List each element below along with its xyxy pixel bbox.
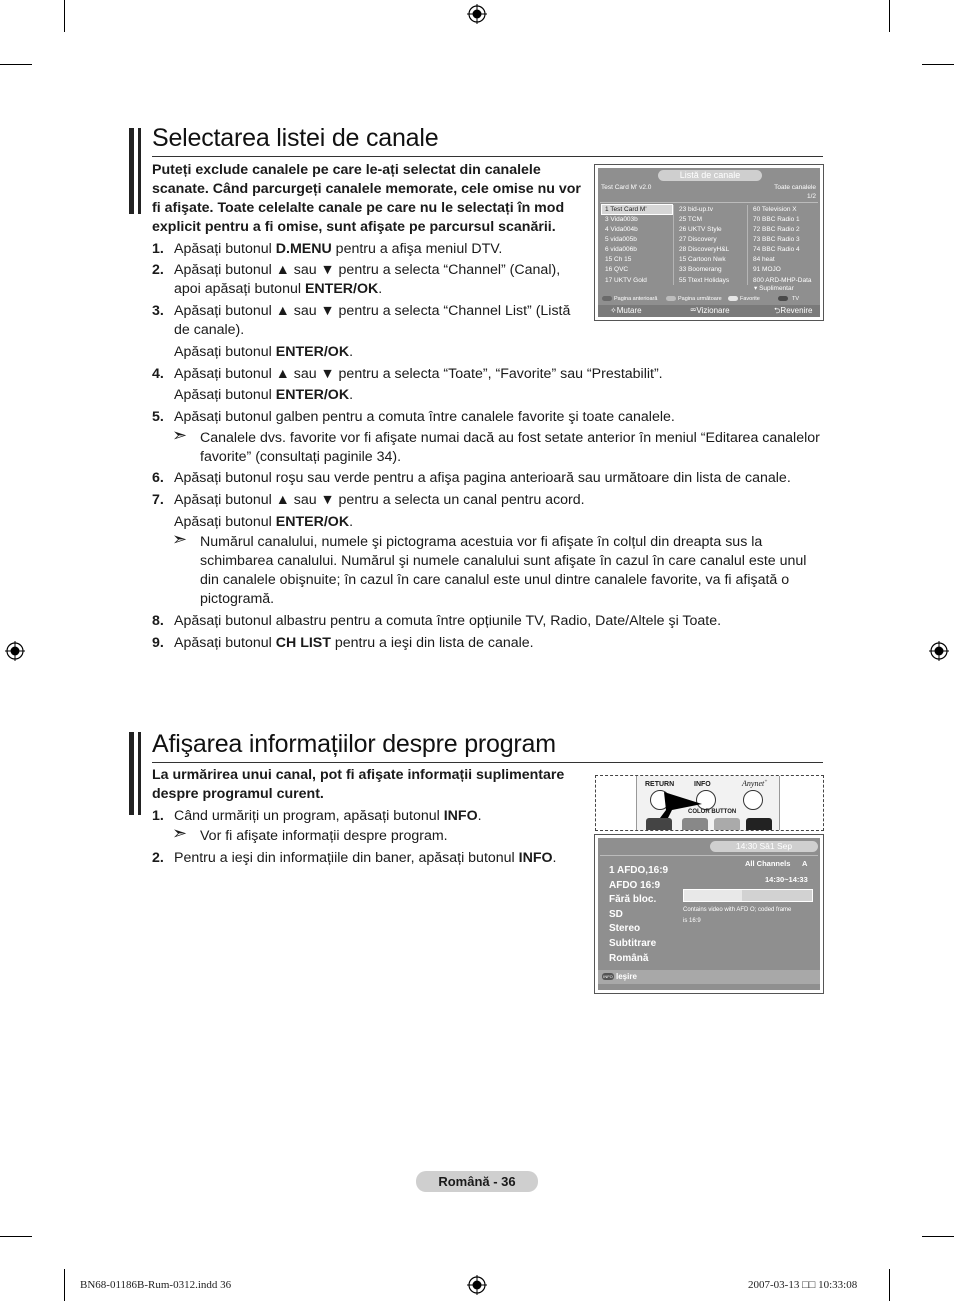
step-1 xyxy=(152,240,592,259)
crop-mark xyxy=(889,1269,890,1301)
step-text: Apăsați butonul galben pentru a comuta între canalele favorite şi toate canalele. xyxy=(174,409,675,425)
note-text: favorite” (consultați paginile 34). xyxy=(200,449,402,465)
green-button-icon xyxy=(666,296,676,301)
crop-mark xyxy=(922,64,954,65)
step-2 xyxy=(152,261,592,299)
progress-bar xyxy=(683,889,813,902)
step-3 xyxy=(152,302,592,362)
program-time: 14:30~14:33 xyxy=(765,875,808,884)
section-marker xyxy=(129,128,134,214)
section-title: Selectarea listei de canale xyxy=(152,124,439,152)
legend-bar xyxy=(600,294,818,304)
back-hint: ⮌Revenire xyxy=(774,306,813,315)
blue-color-button[interactable] xyxy=(746,818,772,831)
exit-label: Ieşire xyxy=(616,972,637,981)
step-number: 4. xyxy=(152,366,164,382)
note-arrow-icon: ➣ xyxy=(172,425,188,445)
view-hint: ⮹Vizionare xyxy=(690,306,730,315)
intro-line: La urmărirea unui canal, pot fi afişate informații suplimentare xyxy=(152,767,565,783)
anynet-logo-icon: Anynet+ xyxy=(742,779,768,788)
date-slug: 2007-03-13 □□ 10:33:08 xyxy=(748,1279,858,1291)
channel-list-panel xyxy=(598,168,820,317)
crop-mark xyxy=(922,1236,954,1237)
yellow-color-button[interactable] xyxy=(714,818,740,831)
note-text: Vor fi afişate informații despre program. xyxy=(200,828,448,844)
program-detail-line: Română xyxy=(609,952,649,964)
legend-tv: TV xyxy=(792,296,800,302)
program-detail-line: AFDO 16:9 xyxy=(609,879,661,891)
channel-badge: A xyxy=(802,859,808,868)
step-8 xyxy=(152,612,832,631)
button-name: INFO xyxy=(443,808,478,824)
step-number: 1. xyxy=(152,808,164,824)
crop-mark xyxy=(889,0,890,32)
section-rule xyxy=(152,762,823,763)
program-detail-line: SD xyxy=(609,908,623,920)
page-indicator: 1/2 xyxy=(806,193,816,200)
note-text: Canalele dvs. favorite vor fi afişate numai dacă au fost setate anterior în meniul “Editarea canalelor xyxy=(200,430,820,446)
program-detail-line: Fără bloc. xyxy=(609,894,657,906)
legend-next-page: Pagina următoare xyxy=(678,296,722,302)
section-intro xyxy=(152,766,592,804)
step-7 xyxy=(152,491,832,531)
step-number: 7. xyxy=(152,492,164,508)
note-text: schimbarea canalului. Numărul şi numele canalului sunt afişate în cazul în care canalul este unul xyxy=(200,553,807,569)
channel-item[interactable]: 74 BBC Radio 4 xyxy=(753,246,800,253)
registration-mark-icon xyxy=(929,641,949,661)
crop-mark xyxy=(0,64,32,65)
channel-item[interactable]: 6 vida006b xyxy=(605,246,637,253)
step-text: . xyxy=(477,808,482,824)
nav-bar xyxy=(598,305,820,317)
section-marker xyxy=(138,128,141,214)
channel-item[interactable]: 91 MOJO xyxy=(753,266,781,273)
step-text: Apăsați butonul albastru pentru a comuta între opțiunile TV, Radio, Date/Altele şi Toate. xyxy=(174,613,722,629)
button-name: ENTER/OK xyxy=(275,514,350,530)
step-1 xyxy=(152,807,592,826)
step-number: 2. xyxy=(152,262,164,278)
registration-mark-icon xyxy=(5,641,25,661)
channel-item[interactable]: 33 Boomerang xyxy=(679,266,722,273)
step-text: Apăsați butonul ▲ sau ▼ pentru a selecta un canal pentru acord. xyxy=(174,492,585,508)
green-color-button[interactable] xyxy=(682,818,708,831)
info-button-label: INFO xyxy=(694,781,711,788)
step-text: . xyxy=(552,850,557,866)
step-text: Pentru a ieşi din informațiile din baner, apăsați butonul xyxy=(174,850,519,866)
channel-grid-divider xyxy=(600,202,818,203)
program-detail-line: 1 AFDO,16:9 xyxy=(609,865,669,876)
step-text: . xyxy=(349,344,354,360)
channel-item[interactable]: 16 QVC xyxy=(605,266,629,273)
anynet-button[interactable] xyxy=(743,790,763,810)
section-intro: Puteți exclude canalele pe care le-ați selectat din canalele scanate. Când parcurgeți canalele memorate, cele omise nu vor fi afişate. Toate celelalte canale pe care nu le selectați în mod explicit pentru a fi omise, sunt afişate pe parcursul scanării. xyxy=(152,162,581,235)
step-text: Apăsați butonul xyxy=(174,514,276,530)
step-number: 5. xyxy=(152,409,164,425)
channel-list-screen xyxy=(594,164,824,321)
move-hint: ✧Mutare xyxy=(610,306,642,315)
info-key-icon: INFO xyxy=(603,974,613,979)
more-label: Suplimentar xyxy=(759,285,794,292)
filter-label: Toate canalele xyxy=(774,184,816,191)
note-text: Numărul canalului, numele şi pictograma acestuia vor fi afişate în colțul din dreapta sus la xyxy=(200,534,763,550)
note-text: pictogramă. xyxy=(200,591,275,607)
channel-item[interactable]: 800 ARD-MHP-Data xyxy=(753,277,812,284)
file-slug: BN68-01186B-Rum-0312.indd 36 xyxy=(80,1279,232,1291)
back-label: Revenire xyxy=(780,306,813,315)
step-6 xyxy=(152,469,832,488)
program-detail-line: Stereo xyxy=(609,923,641,935)
crop-mark xyxy=(64,1269,65,1301)
remote-illustration xyxy=(595,775,824,831)
color-button-label: COLOR BUTTON xyxy=(688,809,737,815)
channel-item[interactable]: 27 Discovery xyxy=(679,236,717,243)
step-text: de canale). xyxy=(174,322,245,338)
section-marker xyxy=(129,732,134,815)
channel-item[interactable]: 1 Test Card M' xyxy=(602,205,672,214)
channel-item[interactable]: 4 Vida004b xyxy=(605,226,638,233)
channel-item[interactable]: 3 Vida003b xyxy=(605,216,638,223)
step-text: Apăsați butonul roşu sau verde pentru a afişa pagina anterioară sau următoare din lista de canale. xyxy=(174,470,791,486)
step-number: 6. xyxy=(152,470,164,486)
legend-prev-page: Pagina anterioară xyxy=(614,296,658,302)
yellow-button-icon xyxy=(728,296,738,301)
channel-item[interactable]: 17 UKTV Gold xyxy=(605,277,647,284)
step-text: Apăsați butonul xyxy=(174,344,276,360)
column-divider xyxy=(747,205,748,285)
channel-item[interactable]: 73 BBC Radio 3 xyxy=(753,236,800,243)
note xyxy=(172,529,840,609)
step-text: Apăsați butonul xyxy=(174,387,276,403)
step-9 xyxy=(152,634,832,653)
pointer-arrow-icon xyxy=(658,788,708,820)
progress-fill xyxy=(684,890,742,901)
program-description: Contains video with AFD O; coded frame is 16:9 xyxy=(683,907,792,924)
channel-item[interactable]: 26 UKTV Style xyxy=(679,226,722,233)
program-info-screen xyxy=(594,834,824,994)
channel-item[interactable]: 72 BBC Radio 2 xyxy=(753,226,800,233)
note-text: din canalele obişnuite; în cazul în care canalul este unul dintre canalele favorite, va fi afişată o xyxy=(200,572,790,588)
channel-filter: All Channels xyxy=(745,859,791,868)
legend-favorite: Favorite xyxy=(740,296,760,302)
step-text: apoi apăsați butonul xyxy=(174,281,305,297)
move-label: Mutare xyxy=(616,306,642,315)
button-name: INFO xyxy=(518,850,553,866)
return-button-label: RETURN xyxy=(645,781,675,788)
channel-item[interactable]: 84 heat xyxy=(753,256,775,263)
button-name: CH LIST xyxy=(275,635,331,651)
crop-mark xyxy=(64,0,65,32)
exit-bar xyxy=(598,970,820,984)
step-text: Apăsați butonul xyxy=(174,241,276,257)
note-arrow-icon: ➣ xyxy=(172,823,188,843)
source-label: Test Card M' v2.0 xyxy=(601,184,652,191)
registration-mark-icon xyxy=(467,1275,487,1295)
step-4 xyxy=(152,365,832,405)
red-color-button[interactable] xyxy=(646,818,672,831)
channel-item[interactable]: 28 DiscoveryH&L xyxy=(679,246,730,253)
registration-mark-icon xyxy=(467,4,487,24)
section-title: Afişarea informațiilor despre program xyxy=(152,730,556,758)
red-button-icon xyxy=(602,296,612,301)
step-text: . xyxy=(378,281,383,297)
intro-line: despre programul curent. xyxy=(152,786,324,802)
step-text: pentru a ieşi din lista de canale. xyxy=(330,635,534,651)
channel-item[interactable]: 23 bid-up.tv xyxy=(679,206,713,213)
channel-item[interactable]: 25 TCM xyxy=(679,216,702,223)
more-indicator: ▾ Suplimentar xyxy=(754,285,794,292)
button-name: ENTER/OK xyxy=(275,387,350,403)
crop-mark xyxy=(0,1236,32,1237)
step-number: 2. xyxy=(152,850,164,866)
page-number: Română - 36 xyxy=(416,1171,538,1192)
view-label: Vizionare xyxy=(696,306,730,315)
note-arrow-icon: ➣ xyxy=(172,529,188,549)
step-number: 8. xyxy=(152,613,164,629)
button-name: ENTER/OK xyxy=(275,344,350,360)
step-number: 3. xyxy=(152,303,164,319)
note xyxy=(172,425,840,467)
note xyxy=(172,823,580,846)
channel-grid xyxy=(600,205,818,285)
step-number: 1. xyxy=(152,241,164,257)
section-marker xyxy=(138,732,141,815)
program-info-panel xyxy=(598,838,820,990)
step-text: . xyxy=(349,387,354,403)
info-divider xyxy=(600,855,818,856)
channel-item[interactable]: 5 vida005b xyxy=(605,236,637,243)
column-divider xyxy=(673,205,674,285)
channel-item[interactable]: 15 Cartoon Nwk xyxy=(679,256,726,263)
program-detail-line: Subtitrare xyxy=(609,938,657,949)
step-text: Apăsați butonul ▲ sau ▼ pentru a selecta “Channel List” (Listă xyxy=(174,303,571,319)
section-rule xyxy=(152,156,823,157)
step-2 xyxy=(152,849,592,868)
channel-item[interactable]: 60 Television X xyxy=(753,206,797,213)
step-text: Apăsați butonul xyxy=(174,635,276,651)
channel-item[interactable]: 70 BBC Radio 1 xyxy=(753,216,800,223)
channel-item[interactable]: 15 Ch 15 xyxy=(605,256,632,263)
blue-button-icon xyxy=(778,296,788,301)
button-name: ENTER/OK xyxy=(304,281,379,297)
step-text: Când urmăriți un program, apăsați butonul xyxy=(174,808,444,824)
clock-bar: 14:30 Sâ1 Sep xyxy=(710,841,818,852)
step-text: Apăsați butonul ▲ sau ▼ pentru a selecta “Channel” (Canal), xyxy=(174,262,561,278)
step-text: Apăsați butonul ▲ sau ▼ pentru a selecta “Toate”, “Favorite” sau “Prestabilit”. xyxy=(174,366,663,382)
step-text: . xyxy=(349,514,354,530)
step-number: 9. xyxy=(152,635,164,651)
step-text: pentru a afişa meniul DTV. xyxy=(331,241,503,257)
button-name: D.MENU xyxy=(275,241,332,257)
channel-list-title: Listă de canale xyxy=(658,170,762,181)
channel-item[interactable]: 55 Ttext Holidays xyxy=(679,277,730,284)
